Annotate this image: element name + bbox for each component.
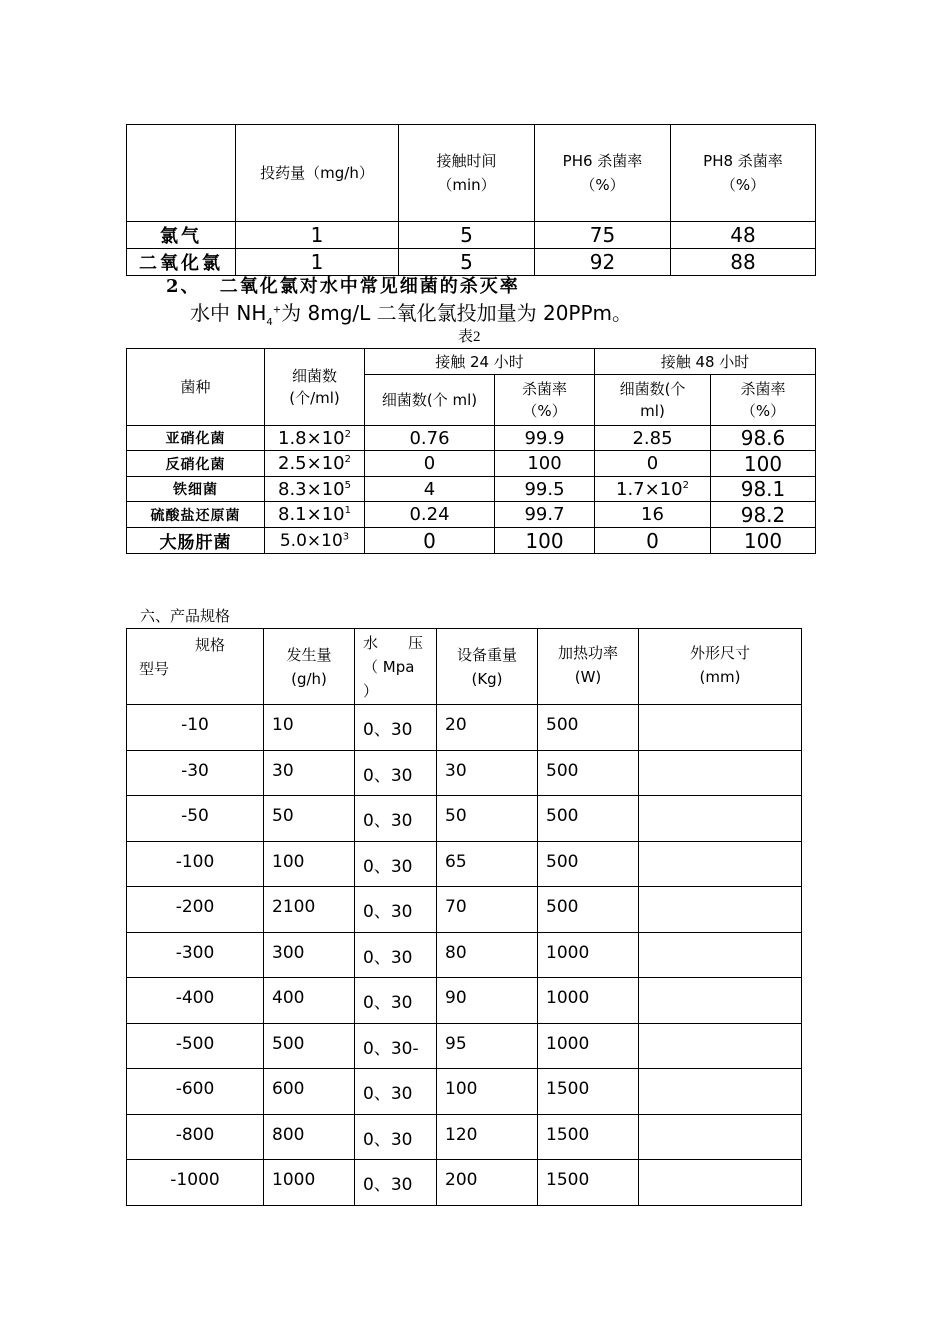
model-number: -50 [127, 796, 264, 842]
table-row [127, 841, 802, 887]
table-row [127, 1069, 802, 1115]
model-number: -100 [127, 841, 264, 887]
header-count-line1: 细菌数 [291, 367, 337, 385]
header-time-line2: （min） [437, 176, 496, 194]
rate-24h: 100 [495, 528, 595, 554]
equipment-weight: 50 [437, 796, 538, 842]
header-ph6-rate [535, 125, 671, 222]
bacteria-kill-rate-table [126, 348, 816, 554]
equipment-weight: 200 [437, 1160, 538, 1206]
table-row [127, 887, 802, 933]
count-base: 8.1×10 [278, 504, 345, 525]
count-48h-exponent: 2 [682, 479, 689, 491]
rate-48h: 100 [711, 528, 816, 554]
header-pressure [355, 629, 437, 705]
table-row [127, 932, 802, 978]
header-count-48h [595, 375, 711, 426]
dimensions [639, 1069, 802, 1115]
water-pressure: 0、30- [355, 1023, 437, 1069]
product-spec-table [126, 628, 802, 1206]
equipment-weight: 30 [437, 750, 538, 796]
table-row [127, 1023, 802, 1069]
header-rate-line1: 杀菌率 [521, 380, 567, 398]
generation-rate: 300 [264, 932, 355, 978]
header-rate-24h [495, 375, 595, 426]
count-24h: 4 [365, 477, 495, 502]
header-power-line1: 加热功率 [557, 644, 618, 662]
dimensions [639, 750, 802, 796]
rate-24h: 99.9 [495, 426, 595, 451]
water-pressure: 0、30 [355, 1114, 437, 1160]
disinfection-comparison-table [126, 124, 816, 276]
count-base: 8.3×10 [278, 478, 345, 500]
header-empty-cell [127, 125, 236, 222]
table-row [127, 1160, 802, 1206]
count-base: 2.5×10 [278, 453, 345, 474]
count-base: 5.0×10 [279, 530, 343, 551]
water-pressure: 0、30 [355, 750, 437, 796]
header-count-24h: 细菌数(个 ml) [365, 375, 495, 426]
table-header-row [127, 629, 802, 705]
model-number: -10 [127, 705, 264, 751]
dimensions [639, 1023, 802, 1069]
dimensions [639, 978, 802, 1024]
heating-power: 1000 [538, 932, 639, 978]
initial-count [265, 477, 365, 502]
count-48h [595, 528, 711, 554]
water-note-superscript: + [272, 304, 282, 316]
species-name: 硫酸盐还原菌 [127, 502, 265, 528]
header-rate-line1: 杀菌率 [740, 380, 786, 398]
header-bacteria-count [265, 349, 365, 426]
model-number: -1000 [127, 1160, 264, 1206]
water-pressure: 0、30 [355, 887, 437, 933]
table-caption: 表2 [458, 329, 481, 345]
dimensions [639, 841, 802, 887]
header-count48-line2: ml) [640, 402, 665, 420]
header-ph8-line1: PH8 杀菌率 [703, 152, 783, 170]
water-note-suffix: 为 8mg/L 二氧化氯投加量为 20PPm。 [281, 301, 633, 325]
table-row [127, 796, 802, 842]
equipment-weight: 80 [437, 932, 538, 978]
count-exponent: 2 [344, 454, 351, 465]
header-ph8-rate [671, 125, 816, 222]
species-name: 大肠肝菌 [127, 528, 265, 554]
generation-rate: 500 [264, 1023, 355, 1069]
table-row [127, 528, 816, 554]
heating-power: 500 [538, 705, 639, 751]
header-pressure-line1: 水 压 [363, 634, 424, 652]
count-48h-base: 1.7×10 [616, 478, 683, 500]
count-24h: 0 [365, 451, 495, 477]
header-model: 型号 [139, 660, 170, 678]
dimensions [639, 1114, 802, 1160]
header-gen-line1: 发生量 [286, 645, 332, 664]
generation-rate: 2100 [264, 887, 355, 933]
header-contact-24h: 接触 24 小时 [365, 349, 595, 375]
count-48h [595, 502, 711, 528]
water-pressure: 0、30 [355, 841, 437, 887]
rate-24h: 99.5 [495, 477, 595, 502]
count-24h: 0.76 [365, 426, 495, 451]
header-weight-line2: (Kg) [471, 669, 503, 688]
header-power-line2: (W) [574, 668, 602, 686]
model-number: -200 [127, 887, 264, 933]
model-number: -800 [127, 1114, 264, 1160]
count-exponent: 1 [344, 505, 351, 516]
heating-power: 500 [538, 796, 639, 842]
generation-rate: 50 [264, 796, 355, 842]
count-48h-base: 2.85 [632, 427, 673, 449]
model-number: -600 [127, 1069, 264, 1115]
header-size-line2: (mm) [699, 668, 741, 686]
heating-power: 500 [538, 750, 639, 796]
initial-count [265, 426, 365, 451]
table-row [127, 477, 816, 502]
rate-24h: 100 [495, 451, 595, 477]
header-rate-line2: （%） [740, 402, 786, 420]
heating-power: 1000 [538, 978, 639, 1024]
table-row [127, 750, 802, 796]
water-pressure: 0、30 [355, 978, 437, 1024]
count-48h-base: 0 [646, 528, 659, 553]
ph8-value: 48 [671, 222, 816, 249]
dose-value: 1 [236, 222, 399, 249]
ph6-value: 75 [535, 222, 671, 249]
dimensions [639, 887, 802, 933]
header-rate-48h [711, 375, 816, 426]
model-number: -30 [127, 750, 264, 796]
dimensions [639, 705, 802, 751]
count-48h [595, 451, 711, 477]
species-name: 亚硝化菌 [127, 426, 265, 451]
count-24h: 0.24 [365, 502, 495, 528]
generation-rate: 800 [264, 1114, 355, 1160]
table-row [127, 502, 816, 528]
rate-48h: 100 [711, 451, 816, 477]
generation-rate: 10 [264, 705, 355, 751]
water-note [190, 297, 632, 326]
table-row [127, 705, 802, 751]
generation-rate: 600 [264, 1069, 355, 1115]
equipment-weight: 100 [437, 1069, 538, 1115]
header-size-line1: 外形尺寸 [689, 644, 750, 662]
count-48h [595, 426, 711, 451]
equipment-weight: 90 [437, 978, 538, 1024]
dimensions [639, 796, 802, 842]
water-pressure: 0、30 [355, 1069, 437, 1115]
heating-power: 1500 [538, 1069, 639, 1115]
header-time-line1: 接触时间 [436, 152, 497, 170]
model-number: -500 [127, 1023, 264, 1069]
header-power [538, 629, 639, 705]
rate-48h: 98.6 [711, 426, 816, 451]
header-dose-label: 投药量（mg/h） [260, 164, 374, 182]
generation-rate: 1000 [264, 1160, 355, 1206]
header-spec-model [127, 629, 264, 705]
dimensions [639, 1160, 802, 1206]
generation-rate: 100 [264, 841, 355, 887]
header-pressure-line2: （ Mpa [363, 658, 415, 676]
header-weight-line1: 设备重量 [456, 645, 517, 664]
table-row [127, 222, 816, 249]
generation-rate: 30 [264, 750, 355, 796]
dimensions [639, 932, 802, 978]
heating-power: 1500 [538, 1114, 639, 1160]
count-exponent: 3 [342, 530, 350, 542]
dose-value: 1 [236, 249, 399, 276]
table-row [127, 978, 802, 1024]
water-note-prefix: 水中 NH [190, 301, 267, 325]
header-weight [437, 629, 538, 705]
ph6-value: 92 [535, 249, 671, 276]
table-row [127, 426, 816, 451]
generation-rate: 400 [264, 978, 355, 1024]
initial-count [265, 528, 365, 554]
header-species: 菌种 [127, 349, 265, 426]
initial-count [265, 502, 365, 528]
header-contact-time [399, 125, 535, 222]
count-48h-base: 0 [646, 453, 659, 474]
heating-power: 1500 [538, 1160, 639, 1206]
initial-count [265, 451, 365, 477]
water-pressure: 0、30 [355, 932, 437, 978]
rate-48h: 98.2 [711, 502, 816, 528]
heating-power: 500 [538, 841, 639, 887]
count-48h-base: 16 [641, 504, 664, 525]
water-note-subscript: 4 [266, 317, 273, 328]
time-value: 5 [399, 249, 535, 276]
water-pressure: 0、30 [355, 705, 437, 751]
header-ph6-line2: （%） [580, 176, 625, 194]
agent-name: 氯气 [127, 222, 236, 249]
heating-power: 1000 [538, 1023, 639, 1069]
equipment-weight: 95 [437, 1023, 538, 1069]
table-header-row [127, 349, 816, 375]
agent-name: 二氧化氯 [127, 249, 236, 276]
species-name: 铁细菌 [127, 477, 265, 502]
header-gen-line2: (g/h) [291, 669, 327, 688]
species-name: 反硝化菌 [127, 451, 265, 477]
header-rate-line2: （%） [522, 402, 567, 420]
header-pressure-line3: ） [363, 682, 379, 700]
header-contact-48h: 接触 48 小时 [595, 349, 816, 375]
rate-24h: 99.7 [495, 502, 595, 528]
equipment-weight: 65 [437, 841, 538, 887]
section-title: 六、产品规格 [140, 609, 231, 625]
equipment-weight: 20 [437, 705, 538, 751]
table-header-row [127, 125, 816, 222]
header-count48-line1: 细菌数(个 [619, 380, 686, 398]
rate-48h: 98.1 [711, 477, 816, 502]
header-dose [236, 125, 399, 222]
table-row [127, 451, 816, 477]
model-number: -400 [127, 978, 264, 1024]
section-heading: 2、 二氧化氯对水中常见细菌的杀灭率 [166, 276, 520, 297]
ph8-value: 88 [671, 249, 816, 276]
water-pressure: 0、30 [355, 1160, 437, 1206]
count-exponent: 5 [344, 479, 351, 491]
header-spec: 规格 [195, 636, 226, 654]
header-generation [264, 629, 355, 705]
header-dimensions [639, 629, 802, 705]
header-ph6-line1: PH6 杀菌率 [562, 152, 643, 170]
equipment-weight: 70 [437, 887, 538, 933]
heating-power: 500 [538, 887, 639, 933]
count-base: 1.8×10 [278, 427, 345, 449]
header-count-line2: (个/ml) [289, 389, 340, 407]
count-48h [595, 477, 711, 502]
table-row [127, 1114, 802, 1160]
model-number: -300 [127, 932, 264, 978]
equipment-weight: 120 [437, 1114, 538, 1160]
header-ph8-line2: （%） [720, 176, 766, 194]
time-value: 5 [399, 222, 535, 249]
count-exponent: 2 [344, 428, 351, 440]
count-24h: 0 [365, 528, 495, 554]
water-pressure: 0、30 [355, 796, 437, 842]
